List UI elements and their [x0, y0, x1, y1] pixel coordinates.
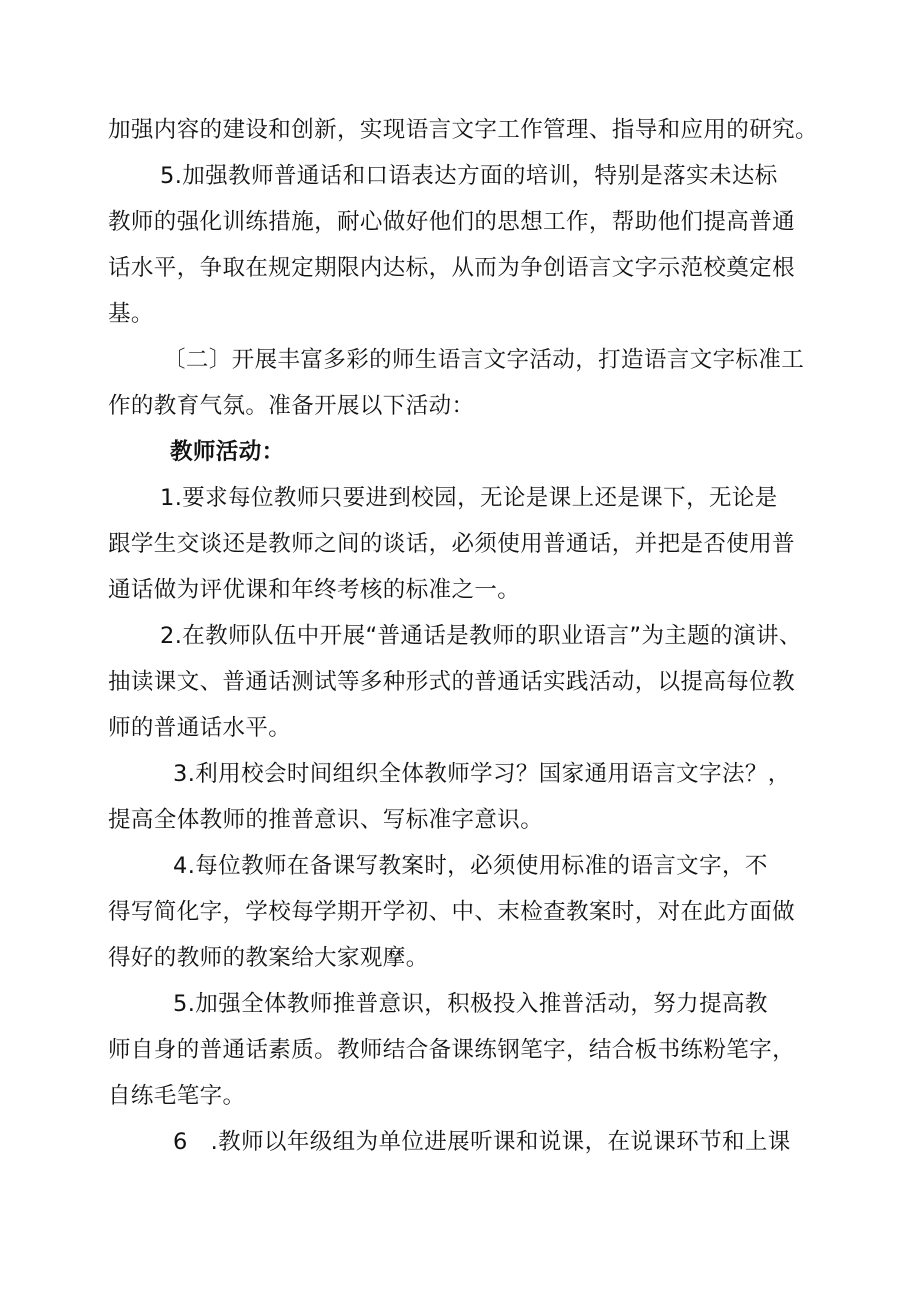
paragraph-line: 提高全体教师的推普意识、写标准字意识。	[108, 807, 544, 833]
paragraph-line: 加强内容的建设和创新，实现语言文字工作管理、指导和应用的研究。	[108, 117, 818, 143]
subheading-teacher-activities: 教师活动：	[170, 439, 285, 465]
paragraph-line: 得写简化字，学校每学期开学初、中、末检查教案时，对在此方面做	[108, 899, 796, 925]
paragraph-line: 2.在教师队伍中开展“普通话是教师的职业语言”为主题的演讲、	[160, 623, 802, 649]
paragraph-line: 得好的教师的教案给大家观摩。	[108, 945, 429, 971]
paragraph-line: 5.加强教师普通话和口语表达方面的培训，特别是落实未达标	[160, 163, 778, 189]
paragraph-line: 抽读课文、普通话测试等多种形式的普通话实践活动，以提高每位教	[108, 669, 796, 695]
paragraph-line: 3.利用校会时间组织全体教师学习？国家通用语言文字法？，	[173, 761, 791, 787]
section-heading-line: 作的教育气氛。准备开展以下活动：	[108, 393, 475, 419]
paragraph-line: 6 .教师以年级组为单位进展听课和说课，在说课环节和上课	[173, 1129, 791, 1155]
paragraph-line: 基。	[108, 301, 154, 327]
paragraph-line: 4.每位教师在备课写教案时，必须使用标准的语言文字，不	[173, 853, 768, 879]
paragraph-line: 1.要求每位教师只要进到校园，无论是课上还是课下，无论是	[160, 485, 778, 511]
paragraph-line: 5.加强全体教师推普意识，积极投入推普活动，努力提高教	[173, 991, 768, 1017]
paragraph-line: 自练毛笔字。	[108, 1083, 246, 1109]
paragraph-line: 话水平，争取在规定期限内达标，从而为争创语言文字示范校奠定根	[108, 255, 796, 281]
paragraph-line: 师的普通话水平。	[108, 715, 292, 741]
paragraph-line: 通话做为评优课和年终考核的标准之一。	[108, 577, 521, 603]
paragraph-line: 教师的强化训练措施，耐心做好他们的思想工作，帮助他们提高普通	[108, 209, 796, 235]
paragraph-line: 跟学生交谈还是教师之间的谈话，必须使用普通话，并把是否使用普	[108, 531, 796, 557]
section-heading-line: 〔二〕开展丰富多彩的师生语言文字活动，打造语言文字标准工	[163, 347, 805, 373]
paragraph-line: 师自身的普通话素质。教师结合备课练钢笔字，结合板书练粉笔字，	[108, 1037, 796, 1063]
